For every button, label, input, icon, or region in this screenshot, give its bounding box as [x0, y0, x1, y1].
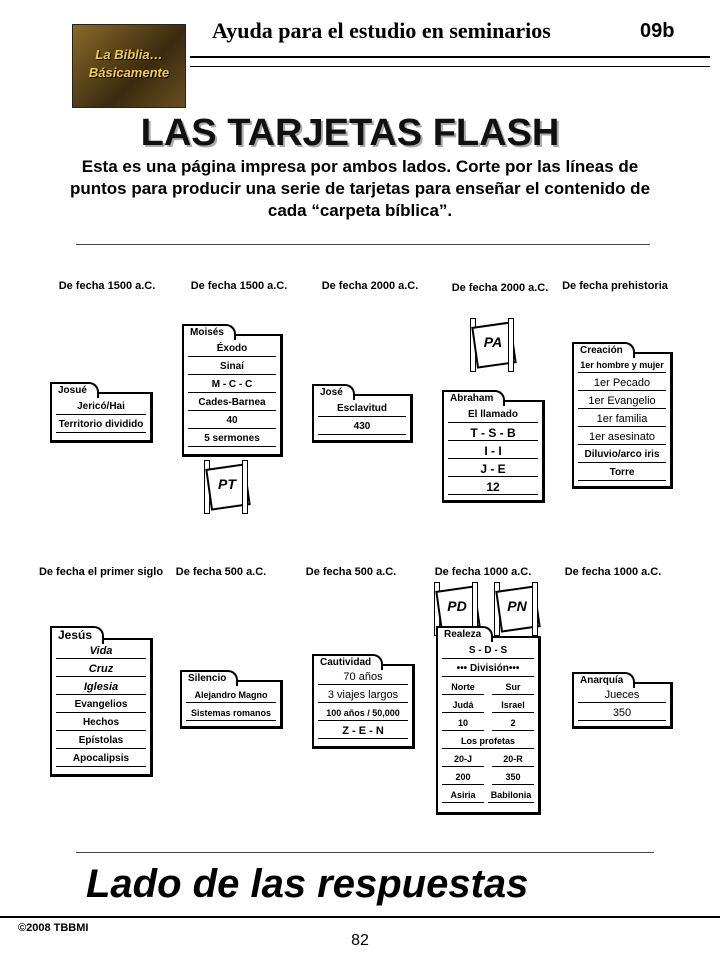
scroll-label: PA	[483, 334, 503, 350]
divider-bottom	[76, 852, 654, 853]
card-line: El llamado	[448, 408, 538, 423]
card-tab: Jesús	[50, 626, 104, 644]
page-title: LAS TARJETAS FLASH	[140, 112, 560, 154]
card-line: Babilonia	[488, 788, 534, 803]
card-line: Cades-Barnea	[188, 396, 276, 411]
card-line: Evangelios	[56, 698, 146, 713]
card-line: Epístolas	[56, 734, 146, 749]
card-line: 100 años / 50,000	[318, 706, 408, 721]
card-line: Apocalipsis	[56, 752, 146, 767]
date-label: De fecha 500 a.C.	[175, 566, 267, 578]
card-line: 20-J	[442, 752, 484, 767]
header-code: 09b	[640, 20, 675, 42]
header-rule	[190, 56, 710, 58]
card-line: Jueces	[578, 688, 666, 703]
card-line: 350	[578, 706, 666, 721]
scroll-icon	[202, 460, 250, 512]
card-silencio	[180, 673, 283, 729]
card-line: J - E	[448, 462, 538, 477]
footer-rule	[0, 916, 720, 918]
card-cautividad	[312, 657, 415, 749]
card-line: T - S - B	[448, 426, 538, 441]
card-tab: Anarquía	[572, 672, 635, 688]
card-line: Jericó/Hai	[56, 400, 146, 415]
logo-line2: Básicamente	[88, 65, 170, 80]
card-line: Torre	[578, 466, 666, 481]
card-line: Asiria	[442, 788, 484, 803]
card-line: 1er hombre y mujer	[578, 358, 666, 373]
card-line: I - I	[448, 444, 538, 459]
card-josue	[50, 385, 153, 443]
divider-top	[76, 244, 650, 245]
card-jose	[312, 387, 413, 443]
card-line: Israel	[492, 698, 534, 713]
scroll-icon	[492, 582, 540, 634]
card-line: 200	[442, 770, 484, 785]
scroll-icon	[468, 318, 516, 370]
card-line: 2	[492, 716, 534, 731]
card-line: Z - E - N	[318, 724, 408, 739]
card-tab: Silencio	[180, 670, 238, 686]
card-line: 5 sermones	[188, 432, 276, 447]
card-tab: Realeza	[436, 626, 493, 642]
card-line: ••• División•••	[442, 662, 534, 677]
card-line: 430	[318, 420, 406, 435]
page-number: 82	[351, 932, 369, 949]
date-label: De fecha 2000 a.C.	[321, 280, 419, 292]
card-line: Los profetas	[442, 734, 534, 749]
card-line: Vida	[56, 644, 146, 659]
logo	[72, 24, 186, 108]
card-tab: Abraham	[442, 390, 505, 406]
date-label: De fecha 1500 a.C.	[190, 280, 288, 292]
card-line: Alejandro Magno	[186, 688, 276, 703]
card-abraham	[442, 393, 545, 503]
header-title: Ayuda para el estudio en seminarios	[212, 18, 551, 43]
card-line: Sistemas romanos	[186, 706, 276, 721]
card-line: 1er Pecado	[578, 376, 666, 391]
card-line: 1er Evangelio	[578, 394, 666, 409]
date-label: De fecha prehistoria	[562, 280, 668, 292]
logo-line1: La Biblia…	[95, 47, 163, 62]
card-anarquia	[572, 675, 673, 729]
answers-title: Lado de las respuestas	[86, 862, 529, 906]
card-tab: José	[312, 384, 355, 400]
card-line: Sur	[492, 680, 534, 695]
card-realeza	[436, 629, 541, 815]
card-line: 10	[442, 716, 484, 731]
card-line: Territorio dividido	[56, 418, 146, 433]
card-tab: Josué	[50, 382, 99, 398]
card-line: 12	[448, 480, 538, 495]
card-line: Cruz	[56, 662, 146, 677]
card-jesus	[50, 628, 153, 777]
card-line: Judá	[442, 698, 484, 713]
scroll-label: PD	[447, 598, 467, 614]
card-line: M - C - C	[188, 378, 276, 393]
card-line: 1er asesinato	[578, 430, 666, 445]
header-rule-2	[190, 66, 710, 67]
card-line: 1er familia	[578, 412, 666, 427]
card-line: Esclavitud	[318, 402, 406, 417]
card-line: 350	[492, 770, 534, 785]
card-line: S - D - S	[442, 644, 534, 659]
scroll-label: PT	[218, 476, 236, 492]
date-label: De fecha 1000 a.C.	[434, 566, 532, 578]
card-line: Sinaí	[188, 360, 276, 375]
card-line: 20-R	[492, 752, 534, 767]
card-line: 3 viajes largos	[318, 688, 408, 703]
intro-text: Esta es una página impresa por ambos lados. Corte por las líneas de puntos para producir una serie de tarjetas para enseñar el contenido de cada “carpeta bíblica”.	[69, 157, 651, 220]
card-line: 40	[188, 414, 276, 429]
date-label: De fecha 1000 a.C.	[564, 566, 662, 578]
date-label: De fecha 500 a.C.	[305, 566, 397, 578]
date-label: De fecha 2000 a.C.	[451, 282, 549, 294]
card-line: Diluvio/arco iris	[578, 448, 666, 463]
card-line: Hechos	[56, 716, 146, 731]
card-tab: Creación	[572, 342, 635, 358]
date-label: De fecha el primer siglo	[38, 566, 164, 578]
card-tab: Moisés	[182, 324, 236, 340]
card-moises	[182, 327, 283, 457]
date-label: De fecha 1500 a.C.	[58, 280, 156, 292]
card-line: Iglesia	[56, 680, 146, 695]
card-tab: Cautividad	[312, 654, 383, 670]
copyright: ©2008 TBBMI	[18, 922, 89, 934]
card-line: 70 años	[318, 670, 408, 685]
card-line: Éxodo	[188, 342, 276, 357]
card-creacion	[572, 345, 673, 489]
scroll-label: PN	[507, 598, 527, 614]
card-line: Norte	[442, 680, 484, 695]
